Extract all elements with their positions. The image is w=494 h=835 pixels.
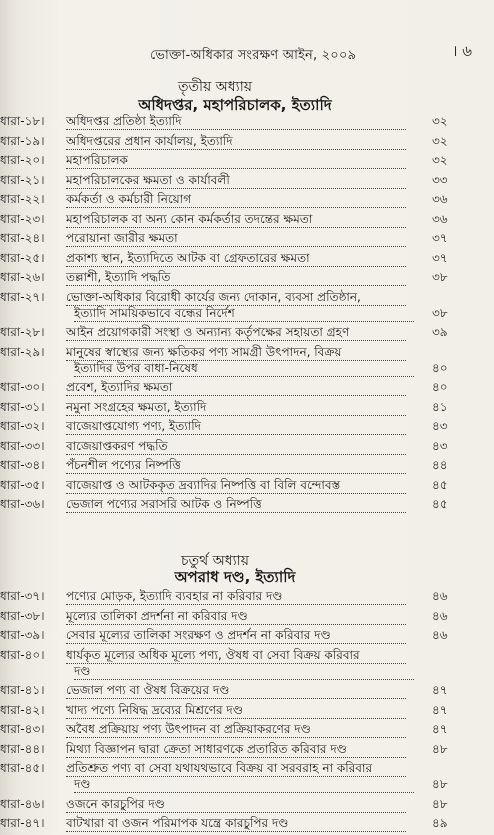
- section-number: ধারা-৩৯।: [0, 628, 45, 642]
- section-title: ওজনে কারচুপির দণ্ড: [66, 796, 406, 813]
- section-title: পরোয়ানা জারীর ক্ষমতা: [66, 230, 406, 247]
- section-number: ধারা-৩৫।: [0, 477, 45, 492]
- section-number: ধারা-২৩।: [0, 211, 45, 226]
- section-title-continued: ইত্যাদির উপর বাধা-নিষেধ: [74, 360, 414, 377]
- section-title-continued: ইত্যাদি সাময়িকভাবে বন্ধের নির্দেশ: [74, 305, 414, 322]
- section-number: ধারা-২৮।: [0, 325, 45, 339]
- page-ref: ৪৫: [432, 477, 448, 492]
- section-number: ধারা-২৫।: [0, 250, 45, 265]
- page-ref: ৩৬: [432, 192, 448, 206]
- section-number: ধারা-৩০।: [0, 380, 45, 394]
- section-title: আইন প্রয়োগকারী সংস্থা ও অন্যান্য কর্তৃপক্ষের সহায়তা গ্রহণ: [66, 324, 406, 341]
- section-title: প্রকাশ্য স্থান, ইত্যাদিতে আটক বা গ্রেফতারের ক্ষমতা: [66, 250, 406, 267]
- section-title: প্রতিশ্রুত পণ্য বা সেবা যথাযথভাবে বিক্রয় বা সরবরাহ না করিবার: [66, 760, 406, 777]
- page-ref: ৪৩: [432, 419, 448, 433]
- page-ref: ৩৭: [432, 250, 448, 265]
- page-ref: ৪৮: [432, 741, 448, 756]
- chapter-heading: চতুর্থ অধ্যায়: [181, 553, 249, 569]
- page-ref: ৩৮: [432, 270, 448, 284]
- section-number: ধারা-২৪।: [0, 231, 45, 245]
- section-number: ধারা-৩৩।: [0, 438, 45, 453]
- section-number: ধারা-৩৬।: [0, 497, 45, 511]
- running-header: ভোক্তা-অধিকার সংরক্ষণ আইন, ২০০৯: [150, 48, 357, 63]
- section-title: অবৈধ প্রক্রিয়ায় পণ্য উৎপাদন বা প্রক্রিয়াকরণের দণ্ড: [66, 721, 406, 738]
- page-ref: ৪৪: [432, 458, 448, 472]
- page-ref: ৪৭: [432, 702, 448, 717]
- section-number: ধারা-৩২।: [0, 419, 45, 433]
- page-ref: ৪৭: [432, 683, 448, 697]
- page-ref: ৩২: [432, 114, 448, 128]
- section-title: মূল্যের তালিকা প্রদর্শনা না করিবার দণ্ড: [66, 608, 406, 625]
- section-number: ধারা-২৭।: [0, 289, 45, 304]
- section-number: ধারা-৪৭।: [0, 816, 45, 830]
- section-title: প্রবেশ, ইত্যাদির ক্ষমতা: [66, 379, 406, 396]
- section-number: ধারা-৩৪।: [0, 458, 45, 472]
- section-title: বাজেয়াপ্তযোগ্য পণ্য, ইত্যাদি: [66, 418, 406, 435]
- page-ref: ৪৫: [432, 497, 448, 511]
- section-title: মহাপরিচালক বা অন্য কোন কর্মকর্তার তদন্তের ক্ষমতা: [66, 211, 406, 228]
- section-title: সেবার মূল্যের তালিকা সংরক্ষণ ও প্রদর্শন না করিবার দণ্ড: [66, 627, 406, 644]
- section-title: মিথ্যা বিজ্ঞাপন দ্বারা ক্রেতা সাধারণকে প্রতারিত করিবার দণ্ড: [66, 741, 406, 758]
- section-number: ধারা-৪১।: [0, 683, 45, 697]
- page-number: । ৬: [452, 42, 472, 60]
- section-title: ধার্যকৃত মূল্যের অধিক মূল্যে পণ্য, ঔষধ বা সেবা বিক্রয় করিবার: [66, 647, 406, 664]
- page-ref: ৪৭: [432, 722, 448, 736]
- section-number: ধারা-৩৮।: [0, 608, 45, 623]
- page-ref: ৪৬: [432, 628, 448, 642]
- page-ref: ৪১: [432, 399, 448, 414]
- page-ref: ৪৮: [432, 777, 448, 791]
- section-title: মহাপরিচালক: [66, 152, 406, 169]
- section-title: নমুনা সংগ্রহের ক্ষমতা, ইত্যাদি: [66, 399, 406, 416]
- section-number: ধারা-৪২।: [0, 702, 45, 717]
- section-title: অধিদপ্তরের প্রধান কার্যালয়, ইত্যাদি: [66, 133, 406, 150]
- page-ref: ৪৮: [432, 796, 448, 811]
- chapter-subheading: অপরাধ দণ্ড, ইত্যাদি: [174, 568, 296, 586]
- section-title: অধিদপ্তর প্রতিষ্ঠা ইত্যাদি: [66, 113, 406, 130]
- section-title-continued: দণ্ড: [74, 776, 414, 793]
- section-number: ধারা-৪৩।: [0, 722, 45, 736]
- page-ref: ৪৩: [432, 438, 448, 453]
- section-title: ভেজাল পণ্যের সরাসরি আটক ও নিষ্পত্তি: [66, 496, 406, 513]
- page-ref: ৩৮: [432, 305, 448, 320]
- page-ref: ৪৬: [432, 608, 448, 623]
- page-ref: ৪০: [432, 380, 448, 394]
- section-number: ধারা-২২।: [0, 192, 45, 206]
- section-number: ধারা-৪৬।: [0, 796, 45, 811]
- section-title: তল্লাশী, ইত্যাদি পদ্ধতি: [66, 269, 406, 286]
- section-number: ধারা-১৮।: [0, 114, 45, 128]
- page-ref: ৩৯: [432, 325, 448, 339]
- section-title: মহাপরিচালকের ক্ষমতা ও কার্যাবলী: [66, 172, 406, 189]
- section-title: মানুষের স্বাস্থ্যের জন্য ক্ষতিকর পণ্য সামগ্রী উৎপাদন, বিক্রয়: [66, 344, 406, 361]
- section-number: ধারা-২৬।: [0, 270, 45, 284]
- chapter-subheading: অধিদপ্তর, মহাপরিচালক, ইত্যাদি: [138, 96, 332, 114]
- page-ref: ৩২: [432, 133, 448, 148]
- section-number: ধারা-২১।: [0, 172, 45, 187]
- section-title: খাদ্য পণ্যে নিষিদ্ধ দ্রব্যের মিশ্রণের দণ্ড: [66, 702, 406, 719]
- page-ref: ৩৩: [432, 172, 448, 187]
- section-number: ধারা-৩৭।: [0, 589, 45, 603]
- section-title: বাজেয়াপ্ত ও আটককৃত দ্রব্যাদির নিষ্পত্তি বা বিলি বন্দোবস্ত: [66, 477, 406, 494]
- page-ref: ৪৯: [432, 816, 448, 830]
- chapter-heading: তৃতীয় অধ্যায়: [177, 79, 253, 95]
- section-title: পঁচনশীল পণ্যের নিষ্পত্তি: [66, 457, 406, 474]
- page-ref: ৩৭: [432, 231, 448, 245]
- section-title-continued: দণ্ড: [74, 663, 414, 680]
- section-number: ধারা-৪০।: [0, 647, 45, 662]
- page-ref: ৩২: [432, 153, 448, 167]
- section-number: ধারা-২০।: [0, 153, 45, 167]
- page-ref: ৩৬: [432, 211, 448, 226]
- section-number: ধারা-৪৪।: [0, 741, 45, 756]
- page-ref: ৪৬: [432, 589, 448, 603]
- page-ref: ৪০: [432, 360, 448, 375]
- section-title: ভেজাল পণ্য বা ঔষধ বিক্রয়ের দণ্ড: [66, 682, 406, 699]
- section-title: পণ্যের মোড়ক, ইত্যাদি ব্যবহার না করিবার দণ্ড: [66, 588, 406, 605]
- section-title: কর্মকর্তা ও কর্মচারী নিয়োগ: [66, 191, 406, 208]
- section-number: ধারা-২৯।: [0, 344, 45, 359]
- section-number: ধারা-৪৫।: [0, 761, 45, 775]
- section-title: ভোক্তা-অধিকার বিরোধী কার্যের জন্য দোকান, ব্যবসা প্রতিষ্ঠান,: [66, 289, 406, 306]
- section-number: ধারা-৩১।: [0, 399, 45, 414]
- section-number: ধারা-১৯।: [0, 133, 45, 148]
- section-title: বাজেয়াপ্তকরণ পদ্ধতি: [66, 438, 406, 455]
- section-title: বাটখারা বা ওজন পরিমাপক যন্ত্রে কারচুপির দণ্ড: [66, 815, 406, 832]
